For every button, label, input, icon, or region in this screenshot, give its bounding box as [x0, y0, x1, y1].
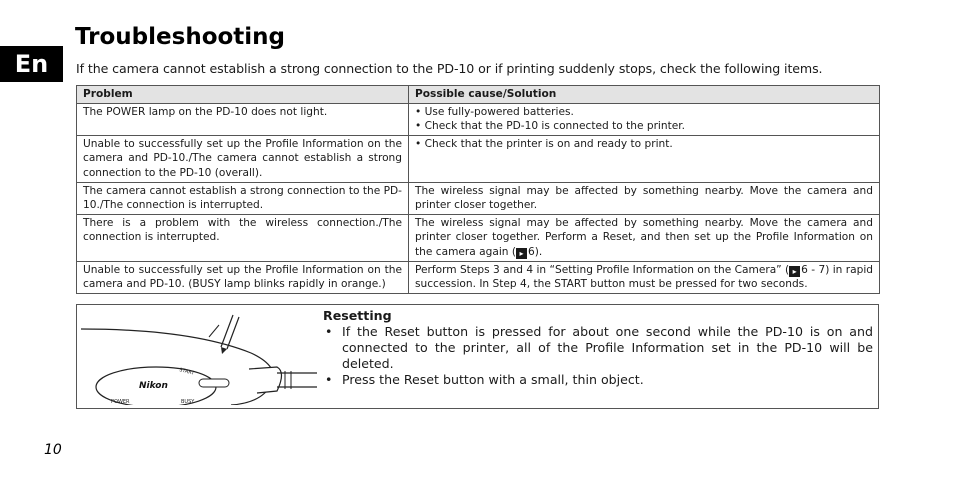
- bullet-icon: •: [325, 372, 333, 387]
- problem-cell: The POWER lamp on the PD-10 does not light.: [77, 103, 409, 135]
- page-reference-icon: ▸: [516, 248, 527, 259]
- problem-cell: The camera cannot establish a strong connection to the PD-10./The connection is interrupted.: [77, 182, 409, 214]
- solution-cell: [409, 103, 880, 135]
- table-row: [77, 103, 880, 135]
- problem-cell: Unable to successfully set up the Profile Information on the camera and PD-10./The camera cannot establish a strong connection to the PD-10 (overall).: [77, 135, 409, 182]
- resetting-heading: Resetting: [323, 308, 392, 323]
- solution-line: The wireless signal may be affected by something nearby. Move the camera and printer closer together.: [415, 184, 873, 211]
- resetting-list: [323, 324, 873, 388]
- press-mark: [209, 325, 219, 337]
- resetting-box: [76, 304, 879, 409]
- thin-object-line: [221, 315, 233, 347]
- intro-text: If the camera cannot establish a strong connection to the PD-10 or if printing suddenly stops, check the following items.: [76, 61, 823, 76]
- table-row: [77, 214, 880, 261]
- solution-cell: [409, 261, 880, 293]
- solution-text: ) in rapid succession. In Step 4, the START button must be pressed for two seconds.: [415, 263, 873, 290]
- problem-cell: Unable to successfully set up the Profile Information on the camera and PD-10. (BUSY lamp blinks rapidly in orange.): [77, 261, 409, 293]
- power-label: POWER: [111, 399, 130, 405]
- language-tab: En: [0, 46, 63, 82]
- list-item-text: If the Reset button is pressed for about one second while the PD-10 is on and connected to the printer, all of the Profile Information set in the PD-10 will be deleted.: [342, 324, 873, 371]
- solution-text: Perform Steps 3 and 4 in “Setting Profile Information on the Camera” (: [415, 263, 790, 276]
- solution-line: • Use fully-powered batteries.: [415, 105, 574, 118]
- cable-connector: [249, 367, 282, 393]
- bullet-icon: •: [325, 324, 333, 339]
- solution-text: The wireless signal may be affected by something nearby. Move the camera and printer closer together. Perform a Reset, and then set up the Profile Information on the camera again (: [415, 216, 873, 258]
- solution-line: • Check that the PD-10 is connected to the printer.: [415, 120, 686, 132]
- table-row: [77, 182, 880, 214]
- solution-cell: [409, 135, 880, 182]
- table-row: [77, 135, 880, 182]
- thin-object-tip: [221, 347, 227, 354]
- start-label: START: [178, 367, 195, 377]
- problem-cell: There is a problem with the wireless connection./The connection is interrupted.: [77, 214, 409, 261]
- column-header-solution: Possible cause/Solution: [409, 86, 880, 104]
- busy-label: BUSY: [181, 399, 195, 405]
- page-number: 10: [44, 442, 62, 458]
- reset-illustration: [81, 307, 321, 405]
- start-button-drawing: [199, 379, 229, 387]
- column-header-problem: Problem: [77, 86, 409, 104]
- table-header-row: [77, 86, 880, 104]
- page-reference: 6 - 7: [801, 263, 826, 276]
- page-reference: 6: [528, 245, 535, 258]
- list-item: [323, 324, 873, 372]
- resetting-text: [323, 308, 873, 388]
- brand-logo: Nikon: [139, 381, 168, 391]
- list-item: [323, 372, 873, 388]
- page-title: Troubleshooting: [75, 24, 286, 50]
- solution-line: • Check that the printer is on and ready to print.: [415, 137, 673, 150]
- solution-cell: [409, 214, 880, 261]
- solution-text: ).: [534, 245, 543, 258]
- troubleshooting-table: [76, 85, 880, 294]
- thin-object-line: [227, 317, 239, 349]
- list-item-text: Press the Reset button with a small, thin object.: [342, 372, 644, 387]
- page-reference-icon: ▸: [789, 266, 800, 277]
- table-row: [77, 261, 880, 293]
- solution-cell: [409, 182, 880, 214]
